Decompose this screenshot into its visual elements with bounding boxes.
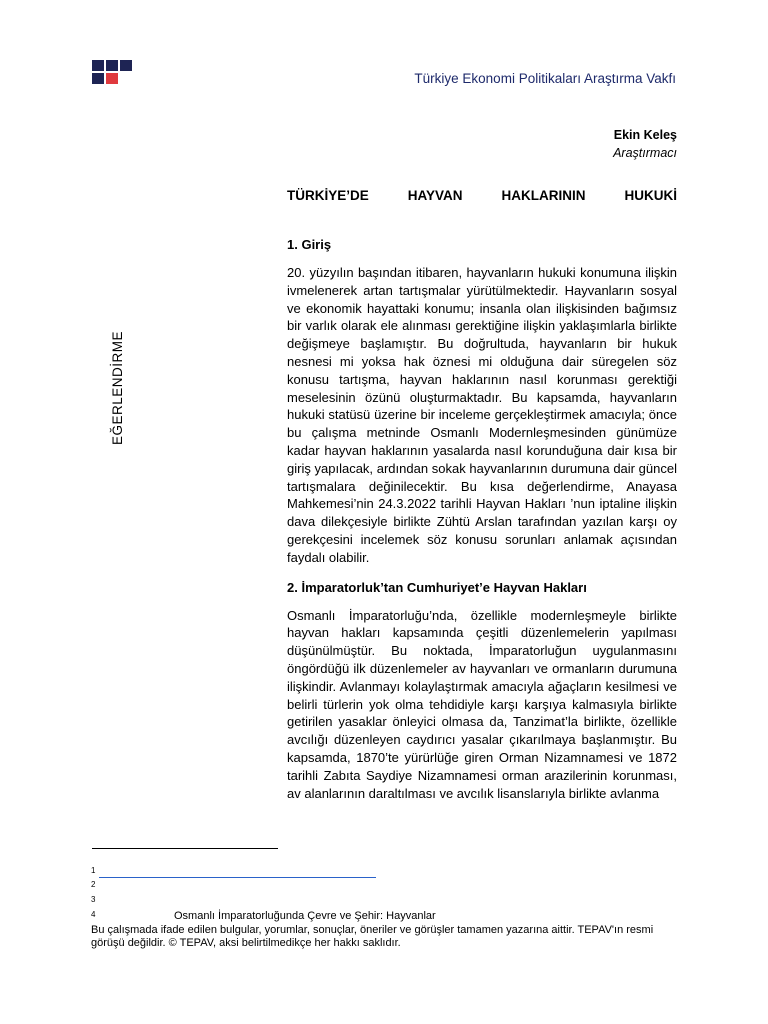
section-heading-history: 2. İmparatorluk’tan Cumhuriyet’e Hayvan Hakları [287, 579, 587, 595]
footnote-link[interactable] [99, 877, 376, 878]
footnote-marker-3: 3 [91, 895, 96, 904]
footnote-separator [92, 848, 278, 849]
footnote-marker-2: 2 [91, 880, 96, 889]
footnote-4-text: Osmanlı İmparatorluğunda Çevre ve Şehir: Hayvanlar [174, 910, 436, 922]
section-paragraph-history: Osmanlı İmparatorluğu’nda, özellikle modernleşmeyle birlikte hayvan hakları kapsamında çeşitli düzenlemelerin yapılması düşünülmüştür. Bu noktada, İmparatorluğun uygulanmasını öngördüğü ilk düzenlemeler av hayvanları ve ormanların durumuna ilişkindir. Avlanmayı kolaylaştırmak amacıyla ağaçların kesilmesi ve belirli türlerin yok olma tehdidiyle karşı karşıya kalmasıyla birlikte getirilen yasaklar önleyici olmasa da, Tanzimat’la birlikte, özellikle avcılığı düzenleyen caydırıcı yasalar çıkarılmaya başlanmıştır. Bu kapsamda, 1870’te yürürlüğe giren Orman Nizamnamesi ve 1872 tarihli Zabıta Saydiye Nizamnamesi orman arazilerinin korunması, av alanlarının daraltılması ve avcılık lisanslarıyla birlikte avlanma [287, 607, 677, 801]
side-label: EĞERLENDİRME [110, 330, 125, 445]
organization-name: Türkiye Ekonomi Politikaları Araştırma Vakfı [414, 71, 676, 86]
disclaimer-text: Bu çalışmada ifade edilen bulgular, yorumlar, sonuçlar, öneriler ve görüşler tamamen yazarına aittir. TEPAV'ın resmi görüşü değildir. © TEPAV, aksi belirtilmedikçe her hakkı saklıdır. [91, 924, 654, 949]
document-title: TÜRKİYE’DE HAYVAN HAKLARININ HUKUKİ [287, 188, 677, 203]
main-content [287, 186, 677, 802]
footnote-marker-1: 1 [91, 866, 96, 875]
section-heading-intro: 1. Giriş [287, 237, 332, 252]
section-paragraph-intro: 20. yüzyılın başından itibaren, hayvanların hukuki konumuna ilişkin ivmelenerek artan tartışmalar yürütülmektedir. Hayvanların sosyal ve ekonomik hayattaki konumu; insanla olan ilişkisinden bağımsız bir varlık olarak ele alınması gerektiğine ilişkin yaklaşımlarla birlikte değişmeye başlamıştır. Bu doğrultuda, hayvanların bir hukuk nesnesi mi yoksa hak öznesi mi olduğuna dair süregelen söz konusu tartışma, hayvan haklarının nasıl korunması gerektiği meselesinin özünü oluşturmaktadır. Bu kapsamda, hayvanların hukuki statüsü üzerine bir inceleme gerçekleştirmek amacıyla; önce bu çalışma metninde Osmanlı Modernleşmesinden günümüze kadar hayvan haklarının yasalarda nasıl korunduğuna dair kısa bir giriş yapılacak, ardından sokak hayvanlarının durumuna dair güncel tartışmalara değinilecektir. Bu kısa değerlendirme, Anayasa Mahkemesi’nin 24.3.2022 tarihli Hayvan Hakları ’nun iptaline ilişkin dava dilekçesiyle birlikte Zühtü Arslan tarafından yazılan karşı oy gerekçesini incelemek söz konusu sorunları anlamak açısından faydalı olabilir. [287, 265, 677, 565]
tepav-logo [92, 60, 132, 84]
footnote-marker-4: 4 [91, 910, 96, 919]
author-block [613, 126, 677, 162]
author-name: Ekin Keleş [613, 128, 677, 142]
author-role: Araştırmacı [613, 146, 677, 160]
